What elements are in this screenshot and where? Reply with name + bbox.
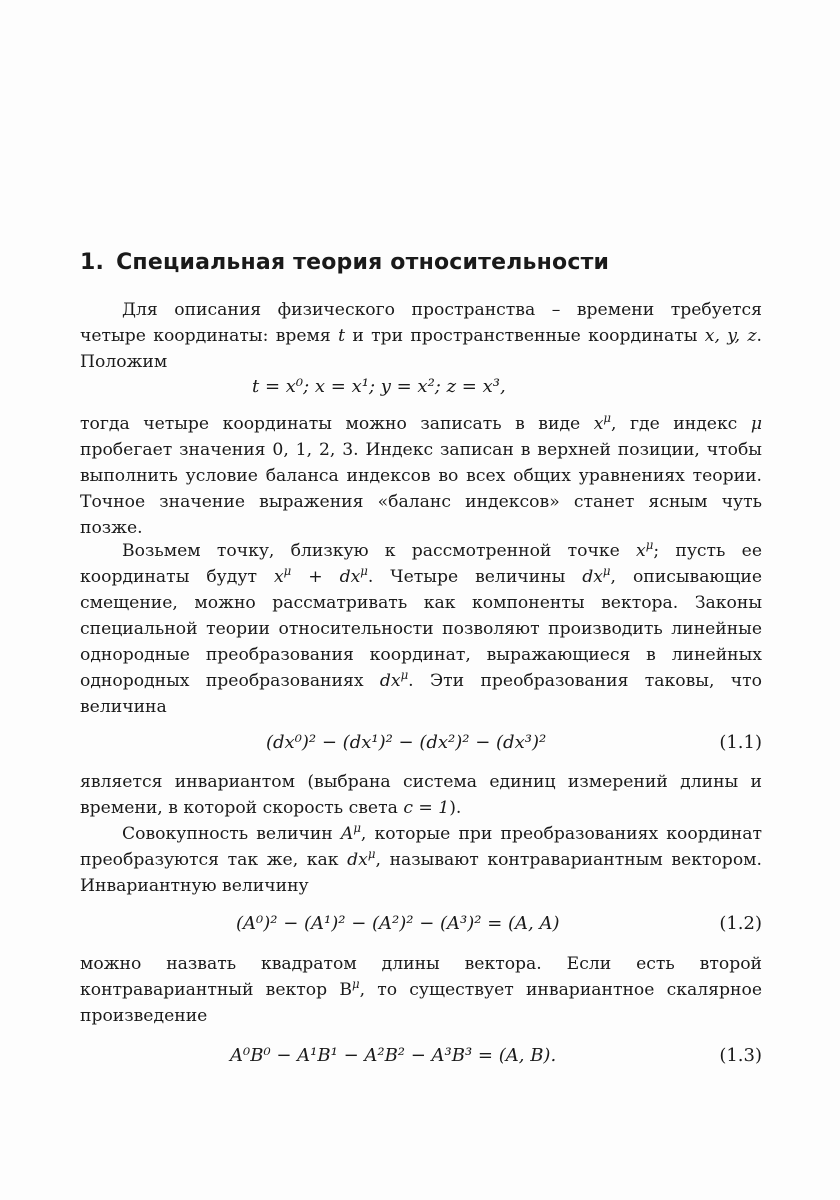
text-run: , называют контравариантным вектором. Инвариантную величину <box>80 850 762 896</box>
equation-1-3-body: A⁰B⁰ − A¹B¹ − A²B² − A³B³ = (A, B). <box>230 1045 557 1066</box>
math-mu-superscript: μ <box>351 976 360 991</box>
text-run: можно назвать квадратом длины вектора. Если есть второй контравариантный вектор B <box>80 954 762 1000</box>
text-run: . Эти преобразования таковы, что величина <box>80 671 762 717</box>
text-run: Для описания физического пространства – времени требуется четыре координаты: время <box>80 300 762 346</box>
math-dx-mu: $dx^\mu$ <box>582 563 611 587</box>
text-run: тогда четыре координаты можно записать в виде <box>80 414 594 434</box>
text-run: ). <box>449 798 462 818</box>
text-run: , которые при преобразованиях координат преобразуются так же, как <box>80 824 762 870</box>
equation-coordinates-body: t = x⁰; x = x¹; y = x²; z = x³, <box>252 376 506 397</box>
paragraph-6 <box>80 951 762 1029</box>
math-x-mu-plus-dx-mu: $x^\mu + dx^\mu$ <box>273 563 368 587</box>
paragraph-1 <box>80 297 762 375</box>
math-A-mu: $A^\mu$ <box>340 820 361 844</box>
section-heading <box>80 250 609 275</box>
paragraph-3 <box>80 538 762 720</box>
text-run: ; пусть ее координаты будут <box>80 541 763 587</box>
math-x-mu: $x^\mu$ <box>593 410 612 434</box>
paragraph-2 <box>80 411 762 541</box>
equation-1-1-body: (dx⁰)² − (dx¹)² − (dx²)² − (dx³)² <box>266 732 547 753</box>
section-number: 1. <box>80 250 105 275</box>
text-run: и три пространственные координаты <box>345 326 705 346</box>
equation-number: (1.1) <box>719 732 762 753</box>
math-x-mu: $x^\mu$ <box>636 537 654 561</box>
text-run: Совокупность величин <box>122 824 341 844</box>
text-run: Возьмем точку, близкую к рассмотренной точке <box>122 541 637 561</box>
text-run: . Положим <box>80 326 762 372</box>
math-xyz: x, y, z <box>704 326 757 346</box>
paragraph-5 <box>80 821 762 899</box>
text-run: , где индекс <box>611 414 751 434</box>
text-run: , то существует инвариантное скалярное произведение <box>80 980 763 1026</box>
text-run: . Четыре величины <box>367 567 583 587</box>
section-title: Специальная теория относительности <box>116 250 610 275</box>
math-dx-mu: $dx^\mu$ <box>379 667 409 691</box>
text-run: , описывающие смещение, можно рассматривать как компоненты вектора. Законы специальной теории относительности позволяют производить линейные однородные преобразования координат, выражающиеся в линейных однородных преобразованиях <box>80 567 763 691</box>
equation-number: (1.2) <box>719 913 762 934</box>
paragraph-4 <box>80 769 762 821</box>
text-run: является инвариантом (выбрана система единиц измерений длины и времени, в которой скорость света <box>80 772 762 818</box>
math-t: t <box>338 326 345 346</box>
equation-1-2-body: (A⁰)² − (A¹)² − (A²)² − (A³)² = (A, A) <box>236 913 560 934</box>
equation-number: (1.3) <box>719 1045 762 1066</box>
math-mu: μ <box>750 414 762 434</box>
text-run: пробегает значения 0, 1, 2, 3. Индекс записан в верхней позиции, чтобы выполнить условие баланса индексов во всех общих уравнениях теории. Точное значение выражения «баланс индексов» станет ясным чуть позже. <box>80 440 762 538</box>
math-dx-mu: $dx^\mu$ <box>347 846 376 870</box>
math-c-equals-1: c = 1 <box>403 798 450 818</box>
